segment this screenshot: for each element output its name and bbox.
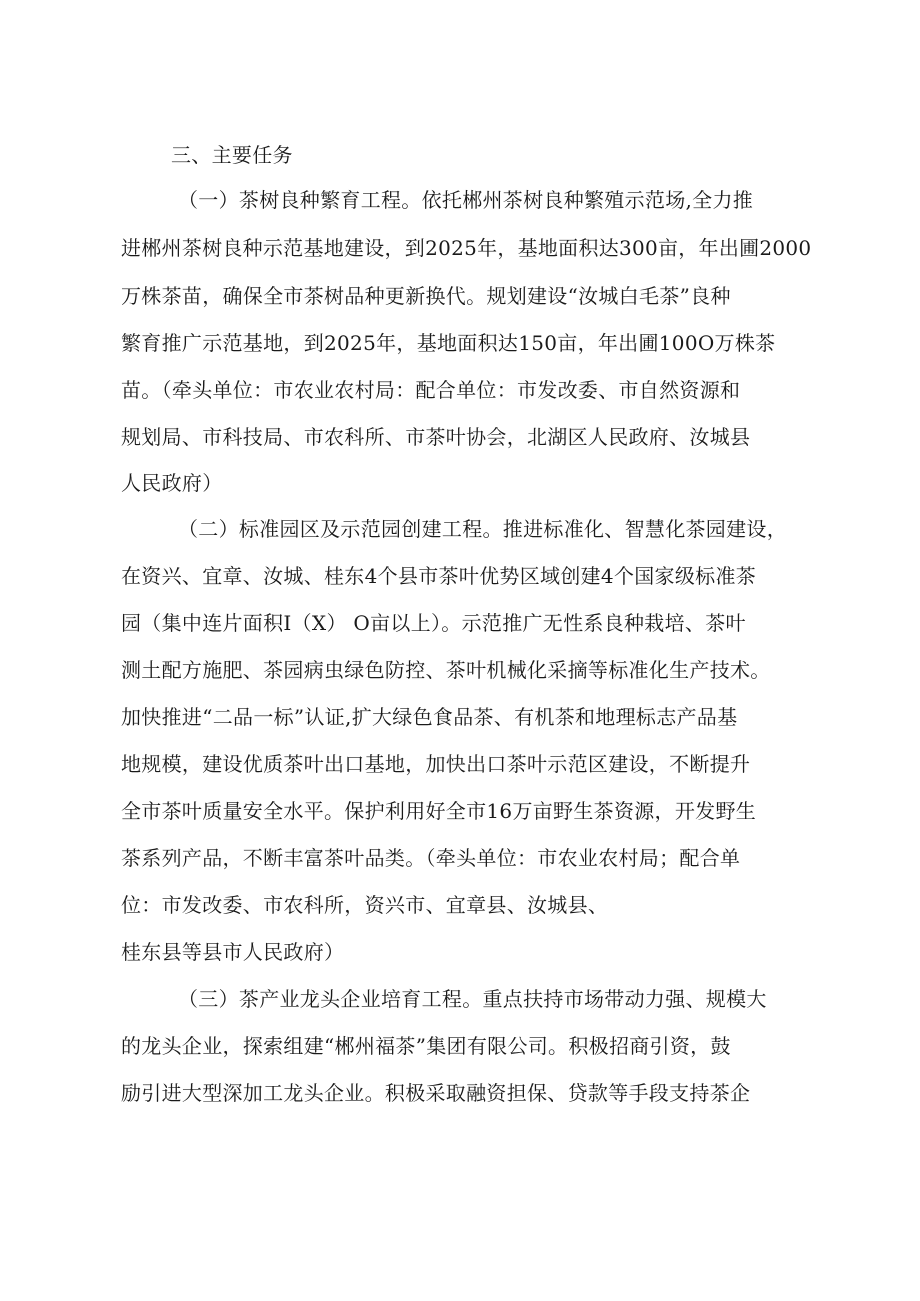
paragraph-2-line-8: 茶系列产品，不断丰富茶叶品类。（牵头单位：市农业农村局；配合单 [121,846,741,870]
paragraph-3-line-3: 励引进大型深加工龙头企业。积极采取融资担保、贷款等手段支持茶企 [121,1081,751,1105]
paragraph-1-line-6: 规划局、市科技局、市农科所、市茶叶协会，北湖区人民政府、汝城县 [121,425,751,449]
paragraph-1-line-5: 苗。（牵头单位：市农业农村局：配合单位：市发改委、市自然资源和 [121,378,741,402]
paragraph-3-line-2: 的龙头企业，探索组建“郴州福茶”集团有限公司。积极招商引资，鼓 [121,1034,731,1058]
paragraph-1-line-4: 繁育推广示范基地，到2025年，基地面积达150亩，年出圃100O万株茶 [121,331,776,355]
paragraph-2-line-3: 园（集中连片面积I（X） O亩以上）。示范推广无性系良种栽培、茶叶 [121,611,746,635]
paragraph-2-line-7: 全市茶叶质量安全水平。保护利用好全市16万亩野生茶资源，开发野生 [121,799,757,823]
paragraph-1-line-3: 万株茶苗，确保全市茶树品种更新换代。规划建设“汝城白毛茶”良种 [121,284,731,308]
paragraph-2-line-10: 桂东县等县市人民政府） [121,940,345,964]
paragraph-2-line-1: （二）标准园区及示范园创建工程。推进标准化、智慧化茶园建设， [178,517,787,541]
paragraph-3-line-1: （三）茶产业龙头企业培育工程。重点扶持市场带动力强、规模大 [178,987,767,1011]
section-heading: 三、主要任务 [171,143,293,167]
paragraph-2-line-2: 在资兴、宜章、汝城、桂东4个县市茶叶优势区域创建4个国家级标准茶 [121,564,757,588]
paragraph-1-line-1: （一）茶树良种繁育工程。依托郴州茶树良种繁殖示范场,全力推 [178,188,754,212]
paragraph-1-line-7: 人民政府） [121,471,223,495]
paragraph-2-line-4: 测土配方施肥、茶园病虫绿色防控、茶叶机械化采摘等标准化生产技术。 [121,658,771,682]
paragraph-2-line-9: 位：市发改委、市农科所，资兴市、宜章县、汝城县、 [121,893,609,917]
paragraph-2-line-6: 地规模，建设优质茶叶出口基地，加快出口茶叶示范区建设，不断提升 [121,752,751,776]
paragraph-2-line-5: 加快推进“二品一标”认证,扩大绿色食品茶、有机茶和地理标志产品基 [121,705,738,729]
paragraph-1-line-2: 进郴州茶树良种示范基地建设，到2025年，基地面积达300亩，年出圃2000 [121,236,812,260]
